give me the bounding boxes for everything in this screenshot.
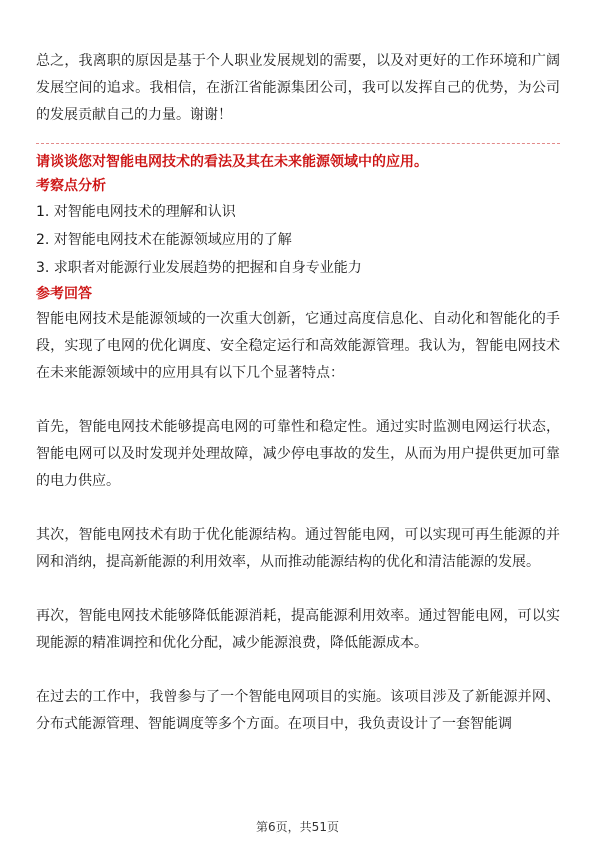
answer-paragraph-2: 首先，智能电网技术能够提高电网的可靠性和稳定性。通过实时监测电网运行状态，智能电网可以及时发现并处理故障，减少停电事故的发生，从而为用户提供更加可靠的电力供应。 — [36, 419, 560, 489]
paragraph-gap — [36, 657, 560, 684]
answer-paragraph-4: 再次，智能电网技术能够降低能源消耗，提高能源利用效率。通过智能电网，可以实现能源的精准调控和优化分配，减少能源浪费，降低能源成本。 — [36, 608, 560, 651]
analysis-item-3: 3. 求职者对能源行业发展趋势的把握和自身专业能力 — [36, 260, 362, 276]
intro-paragraph: 总之，我离职的原因是基于个人职业发展规划的需要，以及对更好的工作环境和广阔发展空间的追求。我相信，在浙江省能源集团公司，我可以发挥自己的优势，为公司的发展贡献自己的力量。谢谢！ — [36, 53, 560, 123]
analysis-item-1: 1. 对智能电网技术的理解和认识 — [36, 204, 236, 220]
analysis-item-2: 2. 对智能电网技术在能源领域应用的了解 — [36, 232, 292, 248]
interview-question: 请谈谈您对智能电网技术的看法及其在未来能源领域中的应用。 — [36, 154, 428, 170]
paragraph-gap — [36, 495, 560, 522]
page-footer: 第6页，共51页 — [256, 820, 339, 834]
answer-paragraph-5: 在过去的工作中，我曾参与了一个智能电网项目的实施。该项目涉及了新能源并网、分布式能源管理、智能调度等多个方面。在项目中，我负责设计了一套智能调 — [36, 689, 560, 732]
document-body — [36, 48, 560, 738]
section-divider — [36, 143, 560, 144]
paragraph-gap — [36, 387, 560, 414]
answer-paragraph-1: 智能电网技术是能源领域的一次重大创新，它通过高度信息化、自动化和智能化的手段，实现了电网的优化调度、安全稳定运行和高效能源管理。我认为，智能电网技术在未来能源领域中的应用具有以下几个显著特点： — [36, 311, 560, 381]
paragraph-gap — [36, 576, 560, 603]
answer-heading: 参考回答 — [36, 286, 92, 302]
analysis-heading: 考察点分析 — [36, 178, 106, 194]
answer-paragraph-3: 其次，智能电网技术有助于优化能源结构。通过智能电网，可以实现可再生能源的并网和消纳，提高新能源的利用效率，从而推动能源结构的优化和清洁能源的发展。 — [36, 527, 560, 570]
